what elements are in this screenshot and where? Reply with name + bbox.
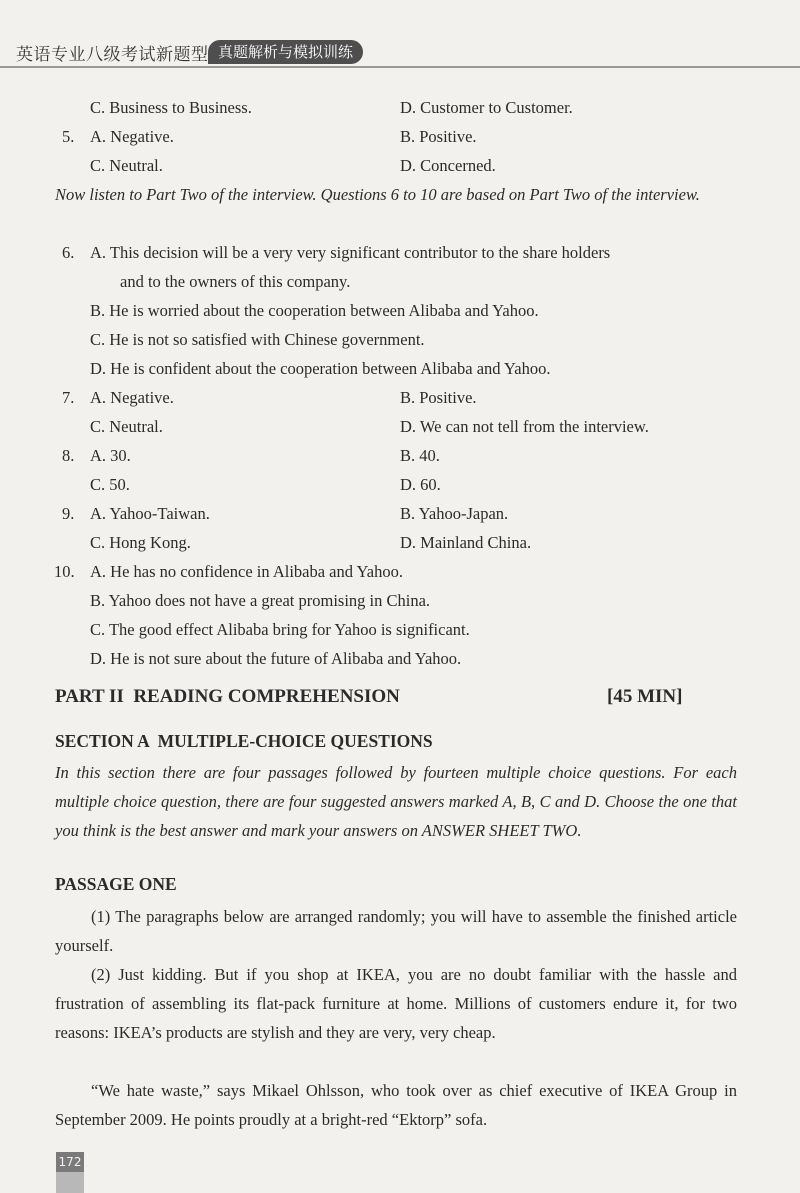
option-right: B. Positive. — [400, 127, 477, 146]
question-number: 7. — [62, 388, 75, 407]
question-number: 10. — [54, 562, 75, 581]
option-b: B. He is worried about the cooperation between Alibaba and Yahoo. — [90, 301, 539, 320]
question-number: 6. — [62, 243, 75, 262]
book-title: 英语专业八级考试新题型 — [16, 45, 209, 65]
page-edge-strip — [56, 1172, 84, 1193]
option-d: D. He is not sure about the future of Alibaba and Yahoo. — [90, 649, 462, 668]
option-b: B. Yahoo does not have a great promising in China. — [90, 591, 431, 610]
page-number: 172 — [56, 1152, 84, 1172]
option-right: D. 60. — [400, 475, 441, 494]
paragraph-3: “We hate waste,” says Mikael Ohlsson, who took over as chief executive of IKEA Group in September 2009. He points proudly at a bright-red “Ektorp” sofa. — [55, 1081, 737, 1129]
option-left: A. Yahoo-Taiwan. — [90, 504, 210, 523]
paragraph-2: (2) Just kidding. But if you shop at IKEA, you are no doubt familiar with the hassle and frustration of assembling its flat-pack furniture at home. Millions of customers endure it, for two reasons: IKEA’s products are stylish and they are very, very cheap. — [55, 965, 737, 1042]
question-number: 5. — [62, 127, 75, 146]
option-left: A. Negative. — [90, 127, 174, 146]
part-two-heading: PART II READING COMPREHENSION — [55, 686, 400, 707]
option-left: C. Neutral. — [90, 156, 163, 175]
option-c: C. He is not so satisfied with Chinese government. — [90, 330, 425, 349]
header-divider — [0, 66, 800, 68]
book-subtitle-badge: 真题解析与模拟训练 — [208, 40, 363, 64]
instruction-part-two: Now listen to Part Two of the interview. Questions 6 to 10 are based on Part Two of the interview. — [55, 185, 700, 204]
option-right: D. Mainland China. — [400, 533, 532, 552]
option-c: C. The good effect Alibaba bring for Yahoo is significant. — [90, 620, 470, 639]
section-a-heading: SECTION A MULTIPLE-CHOICE QUESTIONS — [55, 731, 433, 751]
option-left: C. Neutral. — [90, 417, 163, 436]
option-right: D. Concerned. — [400, 156, 496, 175]
option-left: A. Negative. — [90, 388, 174, 407]
question-number: 9. — [62, 504, 75, 523]
option-left: A. 30. — [90, 446, 131, 465]
paragraph-1: (1) The paragraphs below are arranged randomly; you will have to assemble the finished article yourself. — [55, 907, 737, 955]
option-right: B. Yahoo-Japan. — [400, 504, 509, 523]
option-a-line2: and to the owners of this company. — [120, 272, 351, 291]
option-left: C. Business to Business. — [90, 98, 252, 117]
option-a: A. This decision will be a very very significant contributor to the share holders — [90, 243, 611, 262]
option-right: B. Positive. — [400, 388, 477, 407]
option-right: B. 40. — [400, 446, 440, 465]
option-left: C. 50. — [90, 475, 130, 494]
page-header — [0, 36, 800, 68]
section-instructions: In this section there are four passages followed by fourteen multiple choice questions. For each multiple choice question, there are four suggested answers marked A, B, C and D. Choose the one that you think is the best answer and mark your answers on ANSWER SHEET TWO. — [55, 763, 737, 840]
part-two-time: [45 MIN] — [607, 686, 683, 707]
option-left: C. Hong Kong. — [90, 533, 191, 552]
option-d: D. He is confident about the cooperation between Alibaba and Yahoo. — [90, 359, 551, 378]
passage-heading: PASSAGE ONE — [55, 874, 177, 894]
question-number: 8. — [62, 446, 75, 465]
option-a: A. He has no confidence in Alibaba and Yahoo. — [90, 562, 403, 581]
option-right: D. Customer to Customer. — [400, 98, 573, 117]
option-right: D. We can not tell from the interview. — [400, 417, 649, 436]
